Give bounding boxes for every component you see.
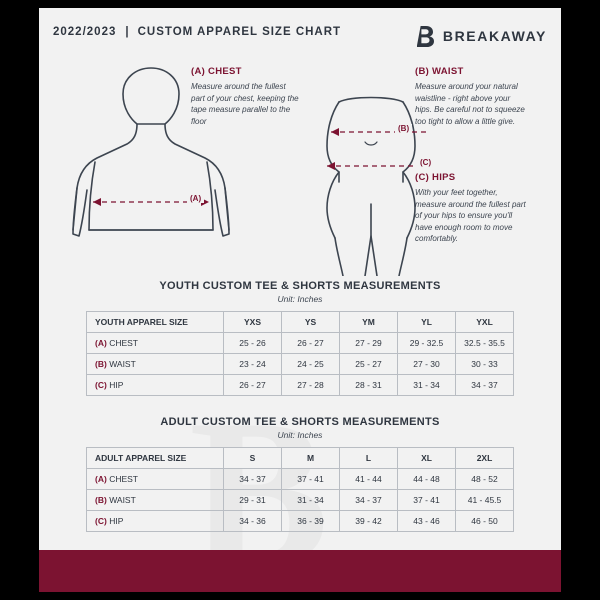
adult-size-table [86,447,514,532]
waist-marker-label: (B) [395,124,412,133]
adult-cell-1-0: 29 - 31 [224,490,282,511]
adult-cell-1-2: 34 - 37 [340,490,398,511]
youth-row-2-code: (C) [95,380,107,390]
adult-row-1-code: (B) [95,495,107,505]
youth-size-table [86,311,514,396]
adult-cell-0-3: 44 - 48 [398,469,456,490]
adult-cell-2-2: 39 - 42 [340,511,398,532]
adult-row-0-name: CHEST [109,474,138,484]
youth-cell-0-0: 25 - 26 [224,333,282,354]
youth-cell-1-1: 24 - 25 [282,354,340,375]
youth-table-subtitle: Unit: Inches [277,294,323,304]
youth-cell-2-4: 34 - 37 [456,375,514,396]
youth-header-2: YS [282,312,340,333]
table-header-row [87,312,514,333]
youth-measurements-block [39,280,561,396]
note-chest-title: (A) CHEST [191,66,242,77]
note-waist-body: Measure around your natural waistline - right above your hips. Be careful not to squeeze too tight to allow a little give. [415,82,525,126]
note-waist [415,66,527,127]
hips-measure-line [327,162,431,170]
adult-row-2-code: (C) [95,516,107,526]
youth-cell-2-0: 26 - 27 [224,375,282,396]
page-title: CUSTOM APPAREL SIZE CHART [137,26,342,38]
adult-header-1: S [224,448,282,469]
adult-table-title: ADULT CUSTOM TEE & SHORTS MEASUREMENTS [160,416,440,428]
adult-header-4: XL [398,448,456,469]
youth-cell-2-2: 28 - 31 [340,375,398,396]
brand-lockup [414,24,547,48]
size-chart-sheet [39,8,561,592]
adult-row-2-label [87,511,224,532]
adult-cell-2-1: 36 - 39 [282,511,340,532]
youth-header-4: YL [398,312,456,333]
adult-header-0: ADULT APPAREL SIZE [87,448,224,469]
youth-row-0-label [87,333,224,354]
adult-row-1-name: WAIST [109,495,136,505]
table-row [87,354,514,375]
measurement-diagram [39,54,561,276]
youth-header-1: YXS [224,312,282,333]
adult-row-0-code: (A) [95,474,107,484]
adult-cell-0-1: 37 - 41 [282,469,340,490]
youth-row-0-code: (A) [95,338,107,348]
youth-table-title: YOUTH CUSTOM TEE & SHORTS MEASUREMENTS [159,280,441,292]
youth-cell-1-2: 25 - 27 [340,354,398,375]
adult-row-2-name: HIP [109,516,124,526]
youth-header-3: YM [340,312,398,333]
document-header [39,8,561,56]
table-row [87,333,514,354]
breakaway-b-logo-icon [414,24,436,48]
footer-accent-bar [39,550,561,592]
youth-cell-2-1: 27 - 28 [282,375,340,396]
youth-row-1-name: WAIST [109,359,136,369]
header-separator: | [125,26,129,38]
adult-cell-0-2: 41 - 44 [340,469,398,490]
waist-measure-line [331,128,427,136]
note-chest-body: Measure around the fullest part of your chest, keeping the tape measure parallel to the floor [191,82,299,126]
youth-cell-0-3: 29 - 32.5 [398,333,456,354]
note-waist-title: (B) WAIST [415,66,464,77]
youth-cell-0-4: 32.5 - 35.5 [456,333,514,354]
youth-cell-0-2: 27 - 29 [340,333,398,354]
adult-row-1-label [87,490,224,511]
adult-cell-1-1: 31 - 34 [282,490,340,511]
table-row [87,511,514,532]
table-row [87,490,514,511]
adult-cell-1-3: 37 - 41 [398,490,456,511]
adult-table-subtitle: Unit: Inches [277,430,323,440]
table-row [87,469,514,490]
note-hips-title: (C) HIPS [415,172,456,183]
adult-row-0-label [87,469,224,490]
adult-cell-1-4: 41 - 45.5 [456,490,514,511]
youth-cell-0-1: 26 - 27 [282,333,340,354]
table-header-row [87,448,514,469]
header-season: 2022/2023 [53,26,117,38]
brand-name: BREAKAWAY [442,28,547,44]
adult-cell-2-0: 34 - 36 [224,511,282,532]
youth-row-1-label [87,354,224,375]
youth-header-5: YXL [456,312,514,333]
note-chest [191,66,299,127]
youth-cell-1-4: 30 - 33 [456,354,514,375]
youth-cell-2-3: 31 - 34 [398,375,456,396]
note-hips [415,172,527,245]
youth-row-2-name: HIP [109,380,124,390]
hips-marker-label: (C) [417,158,434,167]
youth-row-2-label [87,375,224,396]
adult-cell-2-4: 46 - 50 [456,511,514,532]
chest-marker-label: (A) [187,194,204,203]
adult-cell-0-4: 48 - 52 [456,469,514,490]
youth-row-1-code: (B) [95,359,107,369]
table-row [87,375,514,396]
youth-header-0: YOUTH APPAREL SIZE [87,312,224,333]
note-hips-body: With your feet together, measure around the fullest part of your hips to ensure you'll have enough room to move comfortably. [415,188,526,244]
adult-cell-0-0: 34 - 37 [224,469,282,490]
youth-row-0-name: CHEST [109,338,138,348]
adult-header-3: L [340,448,398,469]
youth-cell-1-3: 27 - 30 [398,354,456,375]
adult-header-2: M [282,448,340,469]
adult-cell-2-3: 43 - 46 [398,511,456,532]
adult-measurements-block [39,416,561,532]
adult-header-5: 2XL [456,448,514,469]
youth-cell-1-0: 23 - 24 [224,354,282,375]
